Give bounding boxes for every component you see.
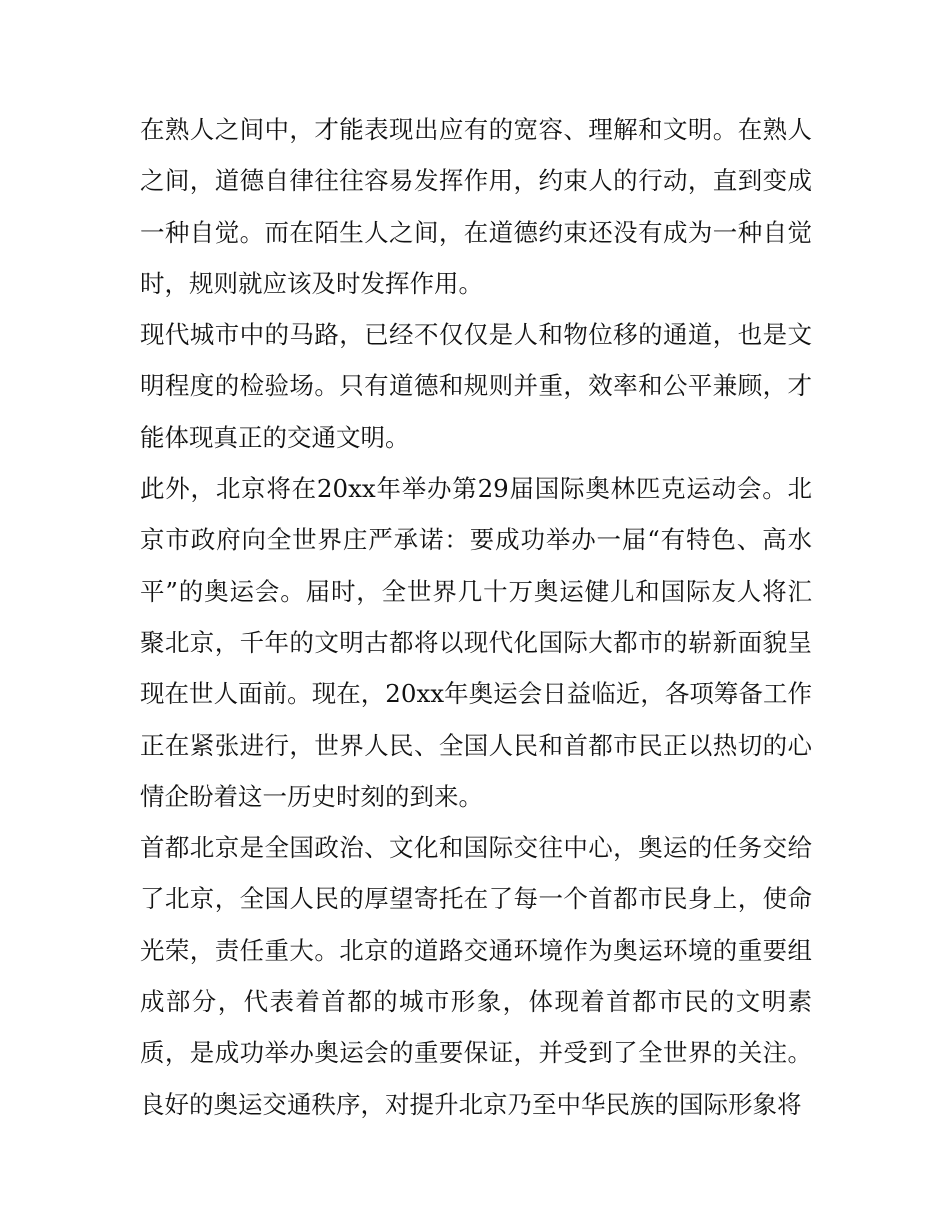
paragraph-3: 此外，北京将在20xx年举办第29届国际奥林匹克运动会。北京市政府向全世界庄严承诺：要成功举办一届“有特色、高水平”的奥运会。届时，全世界几十万奥运健儿和国际友人将汇聚北京，千年的文明古都将以现代化国际大都市的崭新面貌呈现在世人面前。现在，20xx年奥运会日益临近，各项筹备工作正在紧张进行，世界人民、全国人民和首都市民正以热切的心情企盼着这一历史时刻的到来。 <box>140 474 812 811</box>
document-body <box>140 104 812 1130</box>
paragraph-1: 在熟人之间中，才能表现出应有的宽容、理解和文明。在熟人之间，道德自律往往容易发挥作用，约束人的行动，直到变成一种自觉。而在陌生人之间，在道德约束还没有成为一种自觉时，规则就应该及时发挥作用。 <box>140 115 812 298</box>
paragraph-2: 现代城市中的马路，已经不仅仅是人和物位移的通道，也是文明程度的检验场。只有道德和规则并重，效率和公平兼顾，才能体现真正的交通文明。 <box>140 320 812 452</box>
paragraph-4: 首都北京是全国政治、文化和国际交往中心，奥运的任务交给了北京，全国人民的厚望寄托在了每一个首都市民身上，使命光荣，责任重大。北京的道路交通环境作为奥运环境的重要组成部分，代表着首都的城市形象，体现着首都市民的文明素质，是成功举办奥运会的重要保证，并受到了全世界的关注。良好的奥运交通秩序，对提升北京乃至中华民族的国际形象将 <box>140 833 812 1119</box>
